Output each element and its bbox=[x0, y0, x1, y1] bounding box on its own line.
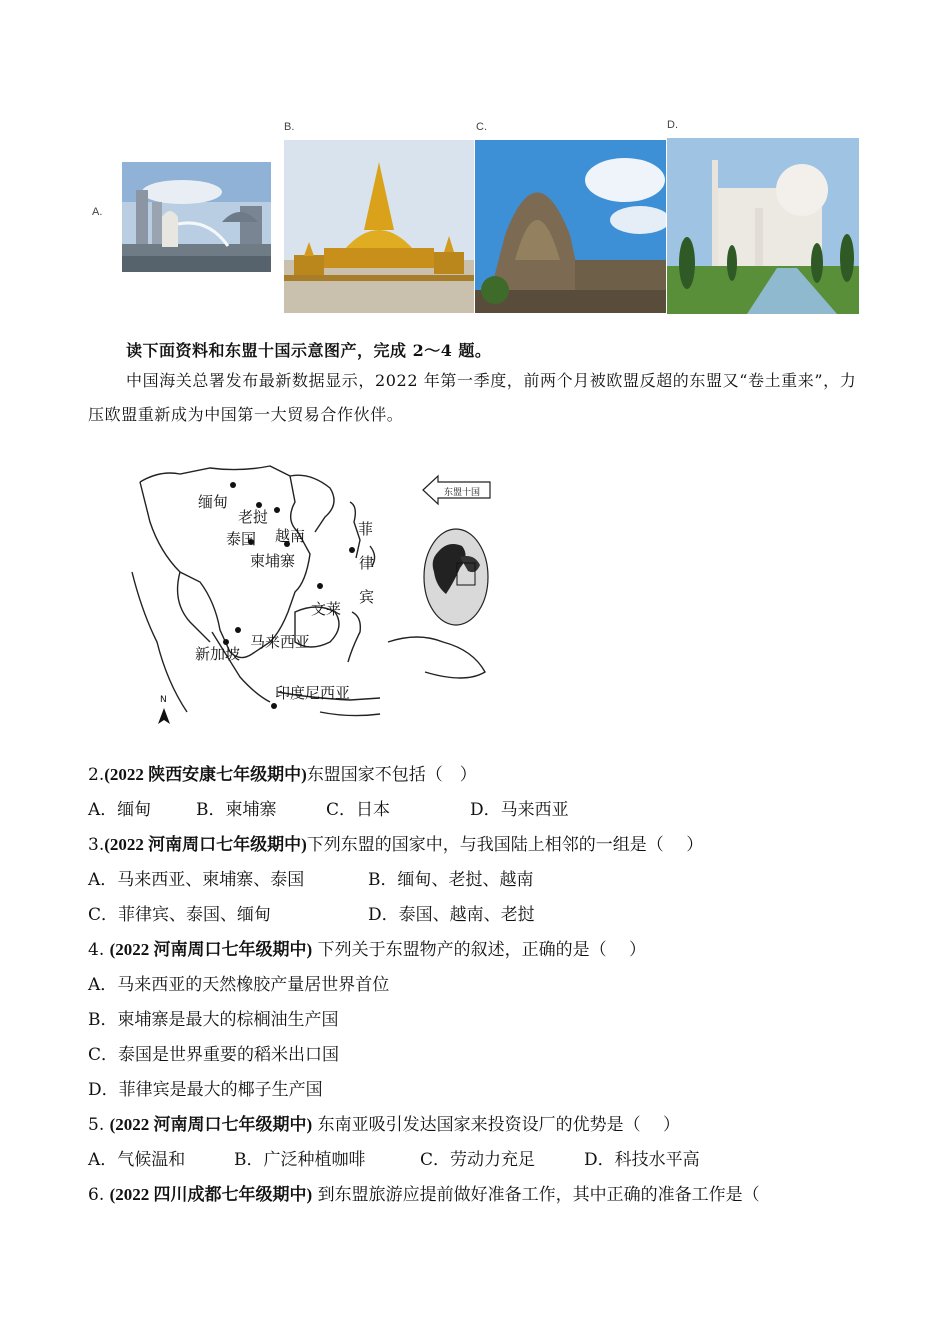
angkor-temple-photo-icon bbox=[475, 140, 666, 313]
q3-option-b: B．缅甸、老挝、越南 bbox=[368, 870, 534, 890]
section-intro: 读下面资料和东盟十国示意图产，完成 2～4 题。 bbox=[126, 341, 492, 360]
q2-option-d: D．马来西亚 bbox=[470, 800, 569, 820]
q3-option-d: D．泰国、越南、老挝 bbox=[368, 905, 535, 925]
q5-option-c: C．劳动力充足 bbox=[420, 1150, 536, 1170]
question-stem: 下列东盟的国家中，与我国陆上相邻的一组是（ ） bbox=[306, 835, 704, 855]
map-label-philippines-2: 律 bbox=[359, 554, 375, 572]
question-6 bbox=[88, 1184, 760, 1206]
asean-arrow-icon bbox=[423, 476, 490, 504]
north-label: N bbox=[160, 695, 167, 705]
map-label-cambodia: 柬埔寨 bbox=[250, 552, 296, 570]
question-2 bbox=[88, 764, 477, 786]
question-3 bbox=[88, 834, 703, 856]
q4-option-b: B．柬埔寨是最大的棕榈油生产国 bbox=[88, 1010, 339, 1030]
map-label-brunei: 文莱 bbox=[311, 600, 342, 618]
option-d-label: D. bbox=[667, 119, 678, 131]
question-source: (2022 河南周口七年级期中) bbox=[109, 940, 313, 959]
option-c-label: C. bbox=[476, 121, 487, 133]
option-a-label: A. bbox=[92, 206, 103, 218]
question-num: 4. bbox=[88, 940, 110, 960]
question-source: (2022 陕西安康七年级期中) bbox=[104, 765, 307, 784]
q4-option-c: C．泰国是世界重要的稻米出口国 bbox=[88, 1045, 340, 1065]
asean-map bbox=[120, 462, 500, 737]
q2-option-a: A．缅甸 bbox=[88, 800, 152, 820]
question-num: 3. bbox=[88, 835, 105, 855]
question-source: (2022 四川成都七年级期中) bbox=[109, 1185, 313, 1204]
q4-option-d: D．菲律宾是最大的椰子生产国 bbox=[88, 1080, 323, 1100]
map-label-thailand: 泰国 bbox=[226, 530, 257, 548]
question-stem: 东盟国家不包括（ ） bbox=[306, 765, 477, 785]
north-arrow-icon bbox=[158, 695, 170, 724]
q3-option-a: A．马来西亚、柬埔寨、泰国 bbox=[88, 870, 305, 890]
material-paragraph: 中国海关总署发布最新数据显示，2022 年第一季度，前两个月被欧盟反超的东盟又“卷土重来”，力压欧盟重新成为中国第一大贸易合作伙伴。 bbox=[88, 371, 857, 424]
question-4 bbox=[88, 939, 646, 961]
taj-mahal-photo-icon bbox=[667, 138, 859, 314]
option-b-label: B. bbox=[284, 121, 295, 133]
question-num: 5. bbox=[88, 1115, 110, 1135]
question-num: 6. bbox=[88, 1185, 110, 1205]
map-label-laos: 老挝 bbox=[238, 508, 269, 526]
golden-pagoda-photo-icon bbox=[284, 140, 474, 313]
question-stem: 到东盟旅游应提前做好准备工作，其中正确的准备工作是（ bbox=[312, 1185, 760, 1205]
q4-option-a: A．马来西亚的天然橡胶产量居世界首位 bbox=[88, 975, 390, 995]
map-label-indonesia: 印度尼西亚 bbox=[275, 684, 351, 702]
merlion-photo-icon bbox=[122, 162, 271, 272]
q5-option-a: A．气候温和 bbox=[88, 1150, 186, 1170]
map-label-malaysia: 马来西亚 bbox=[250, 633, 311, 651]
q2-option-c: C．日本 bbox=[326, 800, 391, 820]
map-label-singapore: 新加坡 bbox=[195, 645, 241, 663]
arrow-text: 东盟十国 bbox=[444, 488, 481, 498]
q5-option-d: D．科技水平高 bbox=[584, 1150, 700, 1170]
map-label-burma: 缅甸 bbox=[198, 493, 229, 511]
question-source: (2022 河南周口七年级期中) bbox=[109, 1115, 313, 1134]
question-5 bbox=[88, 1114, 680, 1136]
question-stem: 下列关于东盟物产的叙述，正确的是（ ） bbox=[312, 940, 647, 960]
question-num: 2. bbox=[88, 765, 105, 785]
map-label-vietnam: 越南 bbox=[275, 527, 306, 545]
q3-option-c: C．菲律宾、泰国、缅甸 bbox=[88, 905, 272, 925]
globe-icon bbox=[424, 529, 488, 625]
question-stem: 东南亚吸引发达国家来投资设厂的优势是（ ） bbox=[312, 1115, 681, 1135]
map-label-philippines-1: 菲 bbox=[358, 520, 374, 538]
q2-option-b: B．柬埔寨 bbox=[196, 800, 277, 820]
map-label-philippines-3: 宾 bbox=[359, 588, 375, 606]
q5-option-b: B．广泛种植咖啡 bbox=[234, 1150, 366, 1170]
question-source: (2022 河南周口七年级期中) bbox=[104, 835, 307, 854]
